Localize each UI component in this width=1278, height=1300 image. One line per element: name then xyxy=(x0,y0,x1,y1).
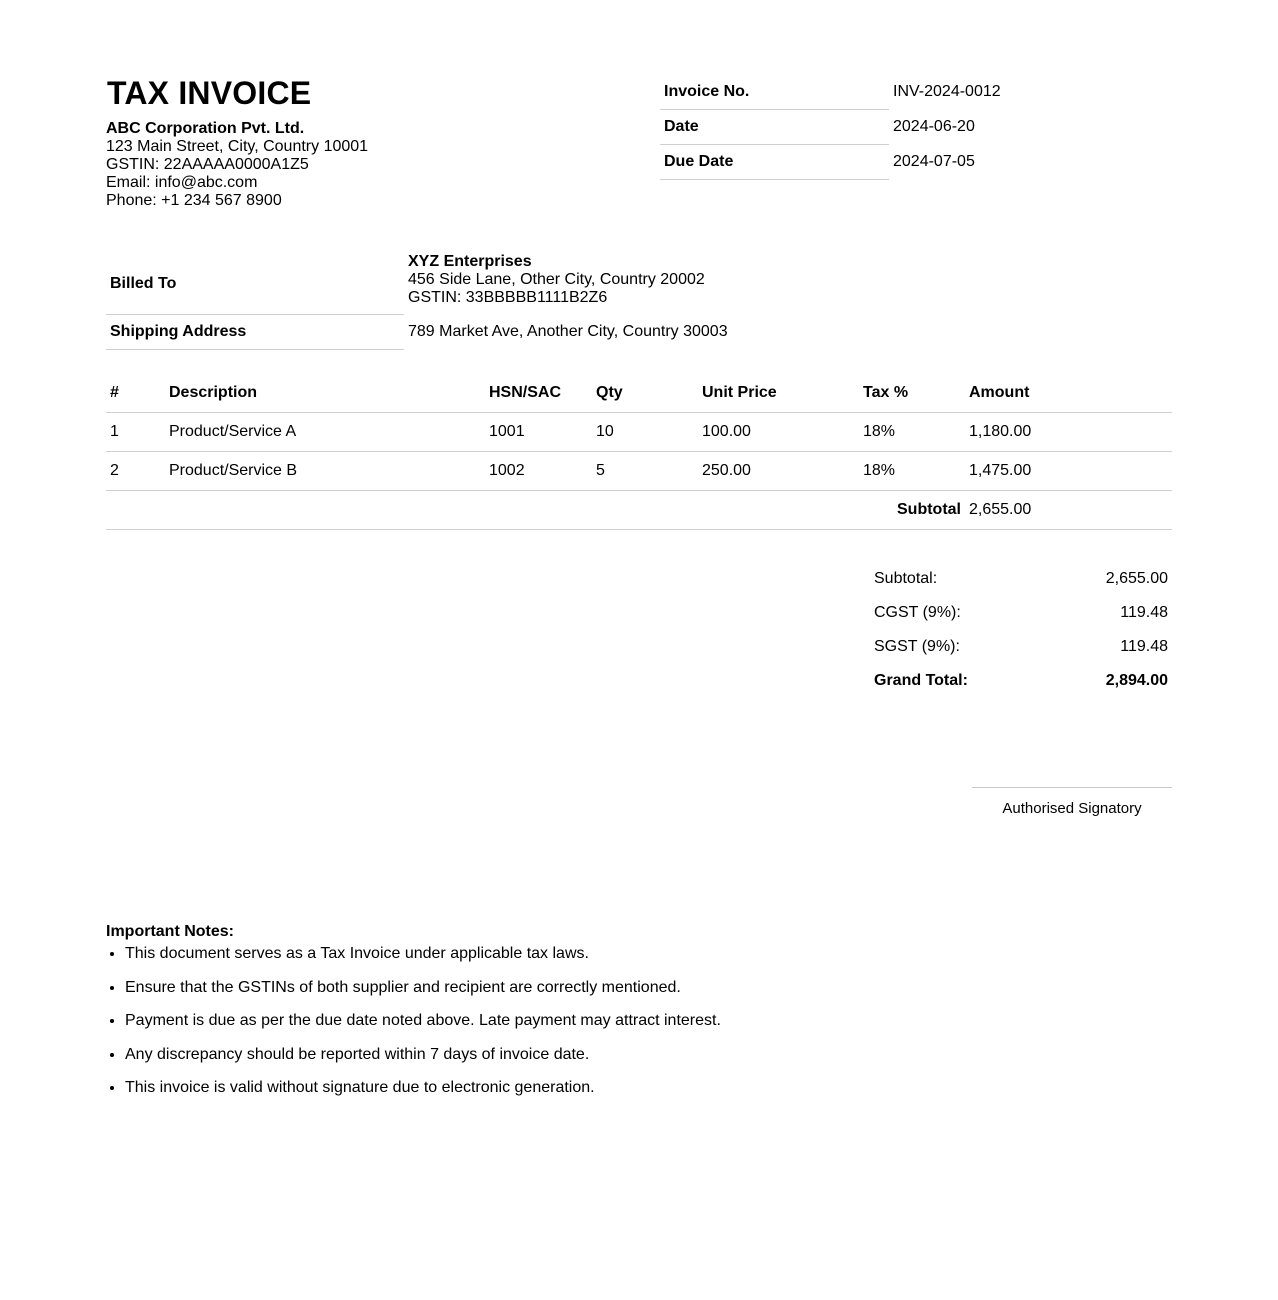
shipping-row xyxy=(106,315,1012,350)
signature-label: Authorised Signatory xyxy=(1002,800,1142,817)
party-table xyxy=(106,253,1012,350)
recipient-name: XYZ Enterprises xyxy=(408,253,532,270)
cell-description: Product/Service B xyxy=(165,452,485,491)
cell-qty: 5 xyxy=(592,452,698,491)
cgst-value: 119.48 xyxy=(1120,604,1168,621)
meta-row-due-date xyxy=(660,145,1197,180)
supplier-address: 123 Main Street, City, Country 10001 xyxy=(106,138,369,155)
cell-number: 2 xyxy=(106,452,165,491)
date-value: 2024-06-20 xyxy=(893,118,975,135)
recipient-address: 456 Side Lane, Other City, Country 20002 xyxy=(408,271,705,288)
list-item: • Payment is due as per the due date noted above. Late payment may attract interest. xyxy=(125,1011,721,1045)
totals-subtotal-label: Subtotal: xyxy=(874,570,938,587)
col-header-amount: Amount xyxy=(965,374,1172,413)
grand-total-value: 2,894.00 xyxy=(1105,672,1168,689)
notes-heading: Important Notes: xyxy=(106,923,234,940)
notes-list xyxy=(106,944,721,1112)
supplier-phone: Phone: +1 234 567 8900 xyxy=(106,192,282,209)
supplier-block xyxy=(106,120,368,210)
supplier-gstin: GSTIN: 22AAAAA0000A1Z5 xyxy=(106,156,309,173)
invoice-no-value: INV-2024-0012 xyxy=(893,83,1001,101)
items-subtotal-label: Subtotal xyxy=(106,491,965,530)
due-date-value: 2024-07-05 xyxy=(893,153,975,170)
billed-to-details xyxy=(404,253,1012,315)
billed-to-row xyxy=(106,253,1012,315)
invoice-meta-table xyxy=(660,75,1197,180)
col-header-tax: Tax % xyxy=(859,374,965,413)
cell-tax: 18% xyxy=(859,452,965,491)
date-label: Date xyxy=(660,110,889,145)
items-header-row xyxy=(106,374,1172,413)
sgst-label: SGST (9%): xyxy=(874,638,960,655)
list-item: • Ensure that the GSTINs of both supplier and recipient are correctly mentioned. xyxy=(125,978,721,1012)
supplier-email: Email: info@abc.com xyxy=(106,174,258,191)
table-row xyxy=(106,452,1172,491)
list-item: • This invoice is valid without signature due to electronic generation. xyxy=(125,1078,721,1112)
cell-qty: 10 xyxy=(592,413,698,452)
col-header-description: Description xyxy=(165,374,485,413)
sgst-value: 119.48 xyxy=(1120,638,1168,655)
items-subtotal-value: 2,655.00 xyxy=(965,491,1172,530)
cell-hsn: 1001 xyxy=(485,413,592,452)
col-header-qty: Qty xyxy=(592,374,698,413)
shipping-address: 789 Market Ave, Another City, Country 30003 xyxy=(408,323,728,340)
cell-tax: 18% xyxy=(859,413,965,452)
meta-row-date xyxy=(660,110,1197,145)
totals-cgst-row xyxy=(870,596,1172,630)
items-subtotal-row xyxy=(106,491,1172,530)
shipping-label: Shipping Address xyxy=(106,315,404,350)
list-item: • This document serves as a Tax Invoice under applicable tax laws. xyxy=(125,944,721,978)
totals-subtotal-row xyxy=(870,562,1172,596)
cell-unit-price: 250.00 xyxy=(698,452,859,491)
list-item: • Any discrepancy should be reported within 7 days of invoice date. xyxy=(125,1045,721,1079)
cell-hsn: 1002 xyxy=(485,452,592,491)
col-header-unit-price: Unit Price xyxy=(698,374,859,413)
invoice-title: TAX INVOICE xyxy=(107,75,312,111)
totals-sgst-row xyxy=(870,630,1172,664)
signature-line xyxy=(972,787,1172,788)
table-row xyxy=(106,413,1172,452)
supplier-name: ABC Corporation Pvt. Ltd. xyxy=(106,120,305,137)
cell-unit-price: 100.00 xyxy=(698,413,859,452)
cell-number: 1 xyxy=(106,413,165,452)
col-header-hsn: HSN/SAC xyxy=(485,374,592,413)
cell-description: Product/Service A xyxy=(165,413,485,452)
line-items-table xyxy=(106,374,1172,530)
totals-table xyxy=(870,562,1172,698)
due-date-label: Due Date xyxy=(660,145,889,180)
billed-to-label: Billed To xyxy=(106,253,404,315)
invoice-no-label: Invoice No. xyxy=(660,75,889,110)
totals-subtotal-value: 2,655.00 xyxy=(1105,570,1168,587)
meta-row-invoice-no xyxy=(660,75,1197,110)
cgst-label: CGST (9%): xyxy=(874,604,961,621)
grand-total-row xyxy=(870,664,1172,698)
recipient-gstin: GSTIN: 33BBBBB1111B2Z6 xyxy=(408,289,608,306)
cell-amount: 1,475.00 xyxy=(965,452,1172,491)
cell-amount: 1,180.00 xyxy=(965,413,1172,452)
grand-total-label: Grand Total: xyxy=(874,672,968,689)
col-header-number: # xyxy=(106,374,165,413)
